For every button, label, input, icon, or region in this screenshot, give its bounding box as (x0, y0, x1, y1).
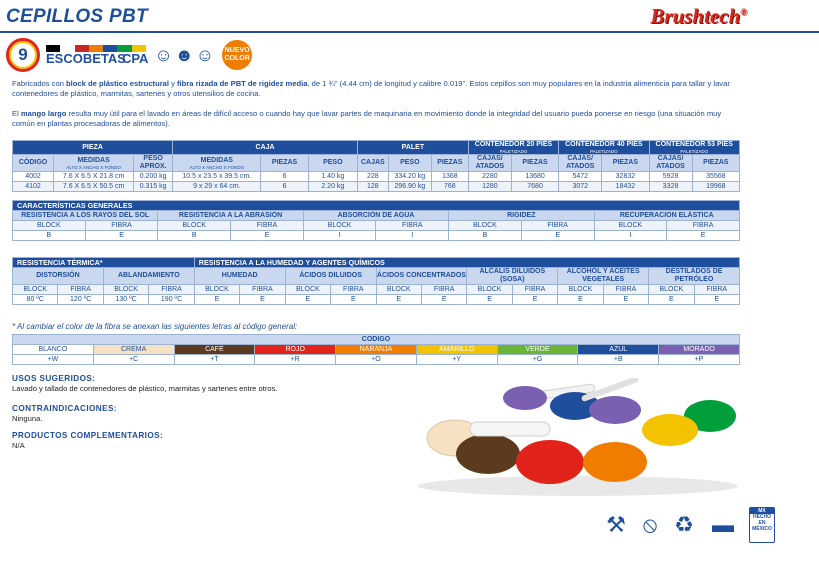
resistance-value: E (194, 295, 239, 305)
characteristic-group: RECUPERACIÓN ELÁSTICA (594, 211, 740, 221)
table-cell: 5472 (559, 172, 602, 182)
resistance-value: E (558, 295, 603, 305)
characteristic-sub: BLOCK (303, 221, 376, 231)
table-cell: 6 (261, 182, 308, 192)
complementarios-text: N/A (12, 441, 25, 450)
product-line-label: ESCOBETAS (46, 50, 126, 66)
brushes-photo (410, 378, 745, 498)
resistance-sub: FIBRA (240, 285, 285, 295)
table-cell: 7680 (511, 182, 558, 192)
spec-col-header (431, 155, 468, 172)
resistance-table (12, 257, 740, 305)
spec-col-note: ALTO X ANCHO X FONDO (189, 164, 245, 170)
table-cell: 128 (357, 182, 388, 192)
spec-col-label: CAJAS/ ATADOS (565, 155, 595, 170)
characteristics-title: CARACTERÍSTICAS GENERALES (13, 201, 740, 211)
color-name: ROJO (255, 345, 336, 355)
spec-col-header (388, 155, 431, 172)
table-cell: 7.6 X 6.5 X 21.8 cm (54, 172, 134, 182)
resistance-group: ABLANDAMIENTO (103, 268, 194, 285)
table-cell: 19968 (692, 182, 739, 192)
resistance-sub: BLOCK (467, 285, 512, 295)
color-name: NARANJA (336, 345, 417, 355)
color-code: +C (93, 355, 174, 365)
color-name: MORADO (659, 345, 740, 355)
table-cell: 3072 (559, 182, 602, 192)
color-code: +Y (416, 355, 497, 365)
resistance-value: E (376, 295, 421, 305)
spec-col-label: CAJAS (361, 159, 385, 166)
spec-col-header (559, 155, 602, 172)
nuevo-color-badge: NUEVO COLOR (222, 40, 252, 70)
mx-label: MX (750, 508, 774, 514)
resistance-group: ÁCIDOS CONCENTRADOS (376, 268, 467, 285)
spec-col-label: CÓDIGO (18, 159, 48, 166)
spec-col-header (261, 155, 308, 172)
description-paragraph-1: Fabricados con block de plástico estructural y fibra rizada de PBT de rigidez media, de 1 ¾" (4.44 cm) de longitud y calibre 0.019". Estos cepillos son muy populares en la industria alimenticia para tallar y lavar contenedores de plástico, marmitas, sartenes y otros utensilios de cocina. (12, 79, 730, 98)
resistance-sub: BLOCK (285, 285, 330, 295)
complementarios-title: PRODUCTOS COMPLEMENTARIOS: (12, 431, 164, 440)
resistance-value: E (331, 295, 376, 305)
characteristic-sub: FIBRA (667, 221, 740, 231)
characteristic-value: E (85, 231, 158, 241)
resistance-sub: FIBRA (512, 285, 557, 295)
characteristic-value: E (667, 231, 740, 241)
characteristics-table (12, 200, 740, 241)
spec-col-header (54, 155, 134, 172)
resistance-sub: FIBRA (331, 285, 376, 295)
characteristic-sub: FIBRA (85, 221, 158, 231)
table-cell: 2280 (468, 172, 511, 182)
spec-col-header (173, 155, 261, 172)
color-code-note: * Al cambiar el color de la fibra se anexan las siguientes letras al código general: (12, 322, 298, 331)
footer-icons (603, 507, 775, 543)
spec-col-label: PESO (323, 159, 343, 166)
table-cell: 0.200 kg (134, 172, 173, 182)
resistance-group: ÁCIDOS DILUIDOS (285, 268, 376, 285)
spec-col-label: PIEZAS (522, 159, 548, 166)
characteristic-sub: FIBRA (376, 221, 449, 231)
spec-col-header (692, 155, 739, 172)
spec-col-label: CAJAS/ ATADOS (656, 155, 685, 170)
resistance-sub: BLOCK (376, 285, 421, 295)
spec-col-header (649, 155, 692, 172)
made-in-mexico-icon (749, 507, 775, 543)
group-contenedor-40: CONTENEDOR 40 PIES PALETIZADO (559, 141, 649, 155)
table-cell: 1280 (468, 182, 511, 192)
resistance-sub: BLOCK (558, 285, 603, 295)
group-pieza: PIEZA (13, 141, 173, 155)
table-cell: 1.40 kg (308, 172, 357, 182)
characteristic-value: E (231, 231, 304, 241)
resistance-sub: BLOCK (649, 285, 694, 295)
characteristic-group: RESISTENCIA A LA ABRASIÓN (158, 211, 303, 221)
characteristic-sub: BLOCK (13, 221, 86, 231)
characteristic-sub: BLOCK (449, 221, 522, 231)
page-title: CEPILLOS PBT (6, 6, 148, 27)
color-code: +B (578, 355, 659, 365)
spec-col-label: PIEZAS (271, 159, 298, 166)
table-cell: 228 (357, 172, 388, 182)
no-broom-icon: ⦸ (642, 512, 658, 537)
characteristic-sub: FIBRA (521, 221, 594, 231)
resistance-sub: BLOCK (103, 285, 148, 295)
group-palet: PALET (357, 141, 468, 155)
product-line-suffix: CPA (121, 50, 149, 66)
table-cell: 296.90 kg (388, 182, 431, 192)
resistance-group: DISTORSIÓN (13, 268, 104, 285)
resistance-group: ALCALIS DILUIDOS (SOSA) (467, 268, 558, 285)
resistance-value: E (285, 295, 330, 305)
characteristic-value: E (521, 231, 594, 241)
resistance-sub: FIBRA (149, 285, 194, 295)
resistance-value: E (240, 295, 285, 305)
resistance-value: E (512, 295, 557, 305)
color-name: AZUL (578, 345, 659, 355)
color-code: +W (13, 355, 94, 365)
header-rule (0, 31, 819, 33)
spec-col-label: PIEZAS (703, 159, 729, 166)
color-code-title: CÓDIGO (13, 335, 740, 345)
spec-col-note: ALTO X ANCHO X FONDO (66, 164, 121, 170)
resistance-value: 80 ºC (13, 295, 58, 305)
spec-col-label: CAJAS/ ATADOS (475, 155, 505, 170)
characteristic-value: B (449, 231, 522, 241)
color-code: +G (497, 355, 578, 365)
table-cell: 32832 (602, 172, 649, 182)
brand-logo (650, 4, 747, 29)
characteristic-value: I (594, 231, 667, 241)
cleaning-person-icon: ⚒ (606, 512, 626, 537)
group-contenedor-53: CONTENEDOR 53 PIES PALETIZADO (649, 141, 739, 155)
table-cell: 4002 (13, 172, 54, 182)
resistance-sub: FIBRA (58, 285, 103, 295)
characteristic-value: B (158, 231, 231, 241)
table-cell: 1368 (431, 172, 468, 182)
table-row (13, 172, 740, 182)
color-code: +O (336, 355, 417, 365)
users-icon: ☺☻☺ (154, 44, 217, 65)
color-name: CAFÉ (174, 345, 255, 355)
spec-table (12, 140, 740, 192)
resistance-group: ALCOHOL Y ACEITES VEGETALES (558, 268, 649, 285)
color-code: +T (174, 355, 255, 365)
thermal-title: RESISTENCIA TÉRMICA* (13, 258, 195, 268)
resistance-value: E (467, 295, 512, 305)
resistance-sub: FIBRA (603, 285, 648, 295)
resistance-value: 190 ºC (149, 295, 194, 305)
characteristic-sub: FIBRA (231, 221, 304, 231)
spec-col-label: PESO (400, 159, 420, 166)
spec-col-header (602, 155, 649, 172)
resistance-value: E (603, 295, 648, 305)
resistance-value: 130 ºC (103, 295, 148, 305)
spec-col-label: PIEZAS (612, 159, 639, 166)
spec-group-row (13, 141, 740, 155)
color-name: CREMA (93, 345, 174, 355)
contraindicaciones-title: CONTRAINDICACIONES: (12, 404, 117, 413)
table-cell: 13680 (511, 172, 558, 182)
resistance-value: E (649, 295, 694, 305)
spec-col-label: MEDIDAS (77, 156, 110, 164)
characteristic-value: I (303, 231, 376, 241)
floor-brush-icon: ▬ (712, 512, 734, 537)
resistance-value: E (421, 295, 466, 305)
spec-col-header (357, 155, 388, 172)
spec-col-label: PESO APROX. (139, 155, 167, 170)
chemical-title: RESISTENCIA A LA HUMEDAD Y AGENTES QUÍMICOS (194, 258, 739, 268)
contraindicaciones-text: Ninguna. (12, 414, 43, 423)
usos-text: Lavado y tallado de contenedores de plástico, marmitas y sartenes entre otros. (12, 384, 278, 393)
characteristic-group: RIGIDEZ (449, 211, 594, 221)
spec-col-header (468, 155, 511, 172)
color-code: +R (255, 355, 336, 365)
color-name: VERDE (497, 345, 578, 355)
resistance-group: DESTILADOS DE PETRÓLEO (649, 268, 740, 285)
characteristic-group: RESISTENCIA A LOS RAYOS DEL SOL (13, 211, 158, 221)
color-name: AMARILLO (416, 345, 497, 355)
table-cell: 4102 (13, 182, 54, 192)
resistance-sub: BLOCK (194, 285, 239, 295)
spec-col-label: MEDIDAS (200, 156, 233, 164)
table-cell: 9 x 29 x 64 cm. (173, 182, 261, 192)
spec-col-header (134, 155, 173, 172)
colors-badge-icon: 9 (6, 38, 40, 72)
mx-text: HECHO EN MÉXICO (752, 514, 772, 532)
table-cell: 7.6 X 6.5 X 50.5 cm (54, 182, 134, 192)
group-contenedor-20: CONTENEDOR 20 PIES PALETIZADO (468, 141, 558, 155)
characteristic-sub: BLOCK (594, 221, 667, 231)
product-line (46, 45, 148, 66)
table-cell: 768 (431, 182, 468, 192)
resistance-sub: FIBRA (421, 285, 466, 295)
characteristic-value: B (13, 231, 86, 241)
brand-name: Brushtech (650, 4, 741, 28)
table-cell: 2.20 kg (308, 182, 357, 192)
color-code-table (12, 334, 740, 365)
usos-title: USOS SUGERIDOS: (12, 374, 96, 383)
spec-col-header (308, 155, 357, 172)
table-cell: 334.20 kg (388, 172, 431, 182)
resistance-sub: FIBRA (694, 285, 739, 295)
table-cell: 35568 (692, 172, 739, 182)
color-name: BLANCO (13, 345, 94, 355)
characteristic-group: ABSORCIÓN DE AGUA (303, 211, 448, 221)
table-cell: 5928 (649, 172, 692, 182)
resistance-value: E (694, 295, 739, 305)
table-cell: 10.5 x 23.5 x 39.5 cm. (173, 172, 261, 182)
spec-col-label: PIEZAS (437, 159, 463, 166)
spec-col-header (511, 155, 558, 172)
characteristic-sub: BLOCK (158, 221, 231, 231)
characteristic-value: I (376, 231, 449, 241)
description-paragraph-2: El mango largo resulta muy útil para el lavado en áreas de difícil acceso o cuando hay que lavar partes de maquinaria en movimiento donde la integridad del usuario pueda ponerse en riesgo (una situación muy común en plantas procesadoras de alimentos). (12, 109, 722, 128)
spec-col-row (13, 155, 740, 172)
resistance-sub: BLOCK (13, 285, 58, 295)
color-code: +P (659, 355, 740, 365)
group-caja: CAJA (173, 141, 358, 155)
table-cell: 6 (261, 172, 308, 182)
resistance-group: HUMEDAD (194, 268, 285, 285)
spec-col-header (13, 155, 54, 172)
recycle-icon: ♻ (674, 512, 694, 537)
table-cell: 0.315 kg (134, 182, 173, 192)
table-row (13, 182, 740, 192)
table-cell: 3328 (649, 182, 692, 192)
badge-row (6, 38, 252, 72)
brand-mark: ® (740, 7, 747, 17)
resistance-value: 120 ºC (58, 295, 103, 305)
table-cell: 18432 (602, 182, 649, 192)
